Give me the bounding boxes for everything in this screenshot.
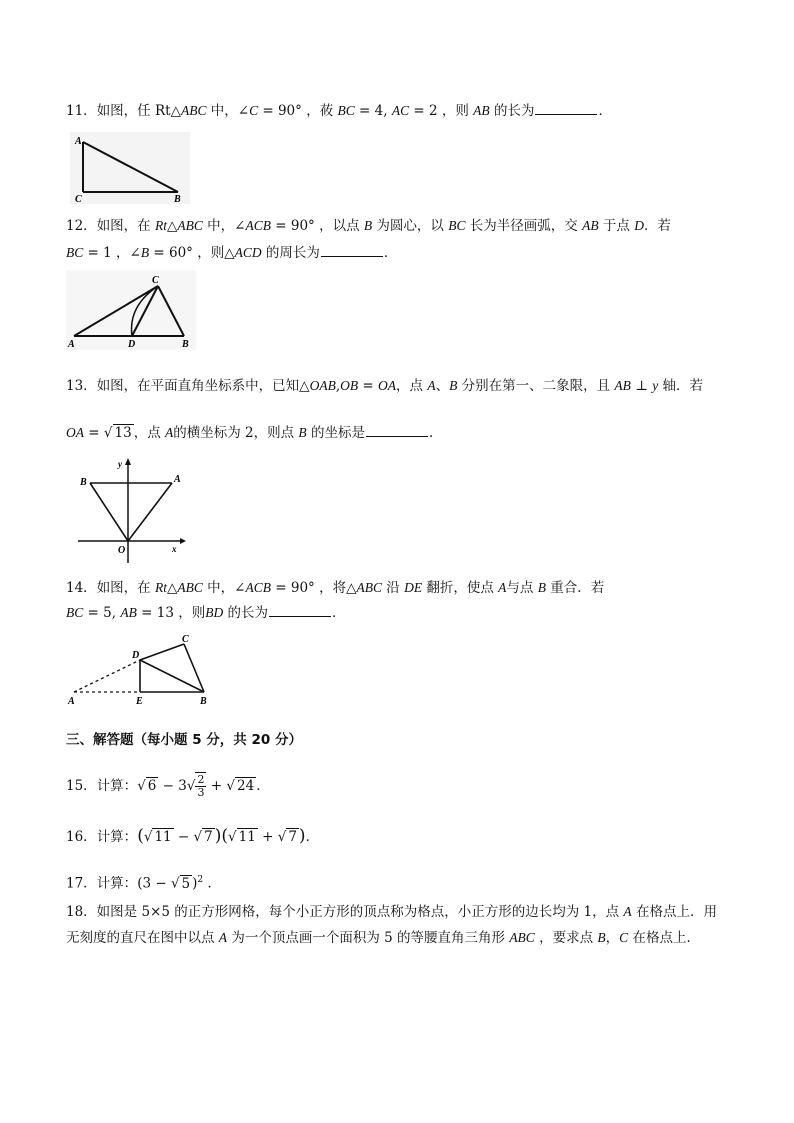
question-13-line-1: 13．如图，在平面直角坐标系中，已知△OAB,OB = OA，点 A、B 分别在第一、二象限，且 AB ⊥ y 轴．若	[66, 378, 703, 394]
label-x: x	[172, 544, 177, 554]
question-14-line-1: 14．如图，在 Rt△ABC 中，∠ACB = 90° ，将△ABC 沿 DE 翻折，使点 A与点 B 重合．若	[66, 580, 605, 596]
figure-q12	[66, 270, 196, 350]
question-17: 17．计算：(3 − √ 5 )$^2$ ．	[66, 875, 221, 892]
label-b: B	[80, 477, 87, 488]
answer-blank[interactable]	[321, 242, 383, 257]
label-y: y	[118, 459, 122, 469]
question-18-line-1: 18．如图是 5×5 的正方形网格，每个小正方形的顶点称为格点，小正方形的边长均为 1，点 A 在格点上．用	[66, 904, 717, 920]
question-16: 16．计算：(√ 11 − √ 7 )(√ 11 + √ 7 )．	[66, 826, 320, 846]
label-c: C	[152, 275, 159, 286]
question-13-line-2: OA = √ 13 ，点 A的横坐标为 2，则点 B 的坐标是 ．	[66, 422, 442, 443]
question-18-line-2: 无刻度的直尺在图中以点 A 为一个顶点画一个面积为 5 的等腰直角三角形 ABC ，要求点 B，C 在格点上．	[66, 930, 700, 946]
label-b: B	[174, 194, 181, 204]
label-c: C	[182, 634, 189, 645]
label-e: E	[136, 696, 143, 707]
label-a: A	[68, 339, 75, 350]
label-b: B	[182, 339, 189, 350]
label-o: O	[118, 545, 126, 556]
question-12-line-2: BC = 1 ，∠B = 60° ，则△ACD 的周长为 ．	[66, 242, 397, 263]
question-15: 15．计算：√ 6 − 3√ $\frac{2}{3}$ + √ 24 ．	[66, 773, 270, 799]
question-12-line-1: 12．如图，在 Rt△ABC 中，∠ACB = 90° ，以点 B 为圆心，以 BC 长为半径画弧，交 AB 于点 D．若	[66, 218, 671, 234]
figure-q11	[70, 132, 190, 204]
label-b: B	[200, 696, 207, 707]
label-d: D	[128, 339, 136, 350]
figure-q14	[62, 632, 212, 708]
figure-q13	[70, 455, 190, 567]
label-d: D	[132, 650, 140, 661]
answer-blank[interactable]	[535, 100, 597, 115]
question-11: 11．如图，任 Rt△ABC 中，∠C = 90° ，莜 BC = 4, AC = 2 ，则 AB 的长为 ．	[66, 100, 612, 121]
answer-blank[interactable]	[269, 602, 331, 617]
label-a: A	[68, 696, 75, 707]
question-14-line-2: BC = 5, AB = 13 ，则BD 的长为 ．	[66, 602, 346, 623]
label-a: A	[174, 474, 181, 485]
answer-blank[interactable]	[366, 422, 428, 437]
section-3-title: 三、解答题（每小题 5 分，共 20 分）	[66, 732, 302, 748]
label-c: C	[75, 194, 82, 204]
label-a: A	[75, 136, 82, 147]
